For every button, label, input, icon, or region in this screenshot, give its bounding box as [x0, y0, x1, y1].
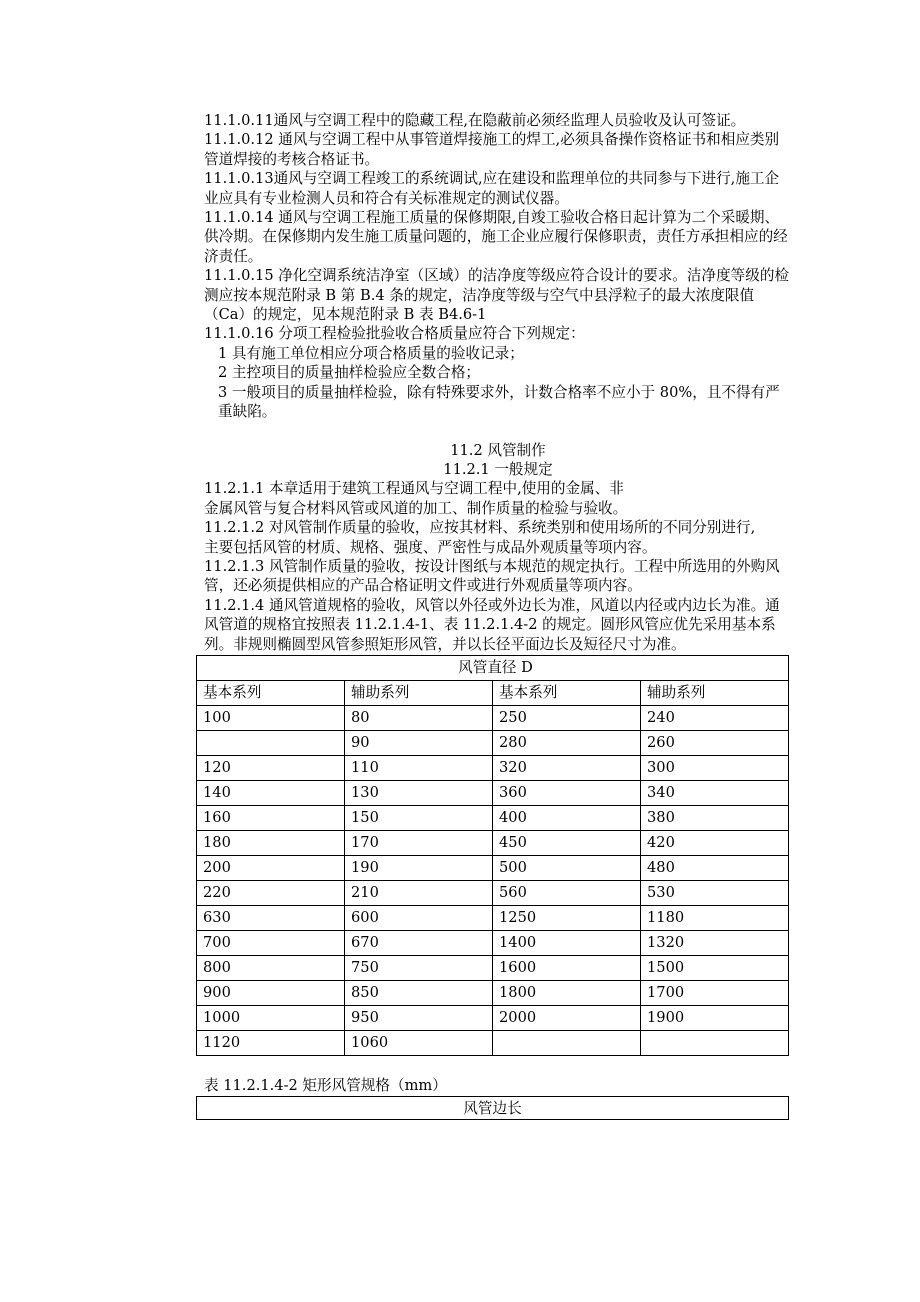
table-cell: 180: [197, 830, 345, 855]
table-row: [197, 880, 789, 905]
clause-11-2-1-1: 11.2.1.1 本章适用于建筑工程通风与空调工程中,使用的金属、非: [204, 480, 624, 498]
column-header: 基本系列: [493, 680, 641, 705]
table-title-row: [197, 1097, 789, 1120]
table-title: 风管边长: [197, 1097, 789, 1120]
table-cell: 150: [345, 805, 493, 830]
table-cell: 340: [641, 780, 789, 805]
table-row: [197, 855, 789, 880]
table-cell: [493, 1030, 641, 1055]
table-cell: 1120: [197, 1030, 345, 1055]
duct-diameter-table: [196, 655, 789, 1056]
document-page: [204, 111, 792, 1120]
table-row: [197, 1030, 789, 1055]
table-cell: 110: [345, 755, 493, 780]
table-cell: 530: [641, 880, 789, 905]
table-cell: 1500: [641, 955, 789, 980]
table-cell: 560: [493, 880, 641, 905]
table-row: [197, 705, 789, 730]
table-cell: 200: [197, 855, 345, 880]
table-cell: 1900: [641, 1005, 789, 1030]
table-title-row: [197, 655, 789, 680]
table-cell: 380: [641, 805, 789, 830]
table-cell: 950: [345, 1005, 493, 1030]
table-cell: 1700: [641, 980, 789, 1005]
table-row: [197, 805, 789, 830]
table-cell: 280: [493, 730, 641, 755]
table-cell: 800: [197, 955, 345, 980]
clause-11-1-0-11: 11.1.0.11通风与空调工程中的隐藏工程,在隐蔽前必须经监理人员验收及认可签证。: [204, 112, 746, 129]
table-cell: 700: [197, 930, 345, 955]
table-row: [197, 980, 789, 1005]
table-row: [197, 930, 789, 955]
table-cell: 450: [493, 830, 641, 855]
table-cell: 210: [345, 880, 493, 905]
table-cell: 240: [641, 705, 789, 730]
rect-duct-table: [196, 1096, 789, 1120]
column-header: 基本系列: [197, 680, 345, 705]
table-cell: 900: [197, 980, 345, 1005]
clause-11-1-0-12: 11.1.0.12 通风与空调工程中从事管道焊接施工的焊工,必须具备操作资格证书和相应类别管道焊接的考核合格证书。: [204, 131, 780, 168]
table-cell: 600: [345, 905, 493, 930]
table-row: [197, 755, 789, 780]
table-cell: 420: [641, 830, 789, 855]
table-cell: 400: [493, 805, 641, 830]
table-cell: 220: [197, 880, 345, 905]
table-cell: 1600: [493, 955, 641, 980]
table-cell: 630: [197, 905, 345, 930]
clause-11-1-0-14: 11.1.0.14 通风与空调工程施工质量的保修期限,自竣工验收合格日起计算为二个采暖期、供冷期。在保修期内发生施工质量问题的，施工企业应履行保修职责，责任方承担相应的经济责任。: [204, 209, 788, 265]
list-item-3: 3 一般项目的质量抽样检验，除有特殊要求外，计数合格率不应小于 80%，且不得有严重缺陷。: [218, 383, 780, 421]
subsection-heading: 11.2.1 一般规定: [443, 460, 553, 478]
rect-table-wrapper: [196, 1096, 792, 1120]
table-cell: 1000: [197, 1005, 345, 1030]
table-header-row: [197, 680, 789, 705]
table-cell: 170: [345, 830, 493, 855]
table-cell: 190: [345, 855, 493, 880]
list-item-2: 2 主控项目的质量抽样检验应全数合格；: [218, 364, 481, 382]
clause-11-2-1-2-cont: 主要包括风管的材质、规格、强度、严密性与成品外观质量等项内容。: [204, 538, 657, 556]
clause-11-1-0-15: 11.1.0.15 净化空调系统洁净室（区域）的洁净度等级应符合设计的要求。洁净度等级的检测应按本规范附录 B 第 B.4 条的规定，洁净度等级与空气中县浮粒子的最大浓度限值（Ca）的规定，见本规范附录 B 表 B4.6-1: [204, 267, 790, 324]
clause-11-2-1-2: 11.2.1.2 对风管制作质量的验收，应按其材料、系统类别和使用场所的不同分别进行,: [204, 519, 756, 537]
table-cell: 1320: [641, 930, 789, 955]
list-item-1: 1 具有施工单位相应分项合格质量的验收记录；: [218, 344, 524, 362]
table-row: [197, 830, 789, 855]
table-cell: [641, 1030, 789, 1055]
clause-11-2-1-3: 11.2.1.3 风管制作质量的验收，按设计图纸与本规范的规定执行。工程中所选用的外购风管，还必须提供相应的产品合格证明文件或进行外观质量等项内容。: [204, 557, 780, 595]
table-row: [197, 955, 789, 980]
table-row: [197, 1005, 789, 1030]
table-cell: 260: [641, 730, 789, 755]
table-cell: 1800: [493, 980, 641, 1005]
table-cell: 160: [197, 805, 345, 830]
table-cell: 130: [345, 780, 493, 805]
table-cell: 90: [345, 730, 493, 755]
table-cell: 480: [641, 855, 789, 880]
table-cell: 2000: [493, 1005, 641, 1030]
clause-11-2-1-4: 11.2.1.4 通风管道规格的验收，风管以外径或外边长为准，风道以内径或内边长为准。通风管道的规格宜按照表 11.2.1.4-1、表 11.2.1.4-2 的规定。圆形风管应优先采用基本系列。非规则椭圆型风管参照矩形风管，并以长径平面边长及短径尺寸为准。: [204, 596, 780, 653]
table-cell: 500: [493, 855, 641, 880]
column-header: 辅助系列: [641, 680, 789, 705]
table-cell: 360: [493, 780, 641, 805]
clause-11-2-1-1-cont: 金属风管与复合材料风管或风道的加工、制作质量的检验与验收。: [204, 499, 628, 517]
table-cell: 120: [197, 755, 345, 780]
table-cell: 100: [197, 705, 345, 730]
table-row: [197, 905, 789, 930]
table-row: [197, 780, 789, 805]
clause-11-1-0-13: 11.1.0.13通风与空调工程竣工的系统调试,应在建设和监理单位的共同参与下进行,施工企业应具有专业检测人员和符合有关标准规定的测试仪器。: [204, 170, 780, 207]
table-cell: 670: [345, 930, 493, 955]
table-cell: 80: [345, 705, 493, 730]
table-cell: 300: [641, 755, 789, 780]
table-title: 风管直径 D: [197, 655, 789, 680]
table-cell: 750: [345, 955, 493, 980]
table-row: [197, 730, 789, 755]
section-heading: 11.2 风管制作: [450, 441, 546, 459]
table-cell: 1250: [493, 905, 641, 930]
table-cell: 250: [493, 705, 641, 730]
table-cell: 1180: [641, 905, 789, 930]
spacer: [204, 422, 792, 441]
table-body: [197, 705, 789, 1055]
table-cell: 850: [345, 980, 493, 1005]
column-header: 辅助系列: [345, 680, 493, 705]
table-cell: 1400: [493, 930, 641, 955]
table-cell: [197, 730, 345, 755]
table-cell: 140: [197, 780, 345, 805]
table-cell: 1060: [345, 1030, 493, 1055]
rect-table-caption: 表 11.2.1.4-2 矩形风管规格（mm）: [204, 1076, 447, 1094]
table-cell: 320: [493, 755, 641, 780]
diameter-table-wrapper: [196, 655, 792, 1056]
clause-11-1-0-16: 11.1.0.16 分项工程检验批验收合格质量应符合下列规定：: [204, 325, 585, 343]
